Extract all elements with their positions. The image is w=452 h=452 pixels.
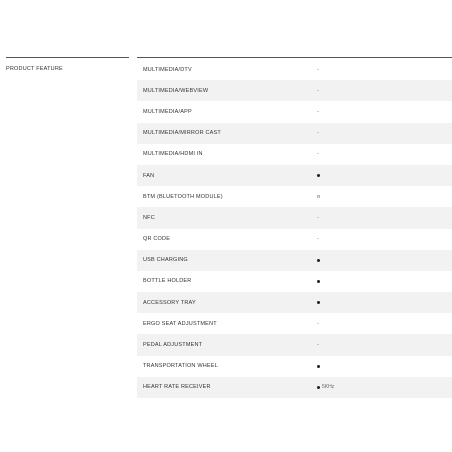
- table-row: [137, 334, 452, 355]
- table-row: [137, 165, 452, 186]
- table-row: [137, 80, 452, 101]
- feature-value: -: [317, 214, 319, 221]
- feature-label: ACCESSORY TRAY: [143, 299, 196, 306]
- header-divider-left: [6, 57, 129, 58]
- table-row: [137, 101, 452, 122]
- feature-value: [317, 384, 334, 390]
- feature-value: [317, 365, 320, 368]
- feature-label: MULTIMEDIA/MIRROR CAST: [143, 130, 221, 137]
- table-row: [137, 207, 452, 228]
- feature-table: [137, 59, 452, 398]
- header-divider-right: [137, 57, 452, 58]
- feature-value: -: [317, 236, 319, 243]
- feature-label: MULTIMEDIA/DTV: [143, 66, 192, 73]
- feature-label: ERGO SEAT ADJUSTMENT: [143, 320, 217, 327]
- feature-label: USB CHARGING: [143, 257, 188, 264]
- feature-value: -: [317, 320, 319, 327]
- feature-value: [317, 174, 320, 177]
- section-label: PRODUCT FEATURE: [6, 66, 63, 72]
- feature-value: [317, 259, 320, 262]
- bullet-icon: [317, 280, 320, 283]
- feature-label: HEART RATE RECEIVER: [143, 384, 211, 391]
- feature-label: FAN: [143, 172, 155, 179]
- feature-value: [317, 280, 320, 283]
- feature-label: TRANSPORTATION WHEEL: [143, 363, 218, 370]
- bullet-icon: [317, 301, 320, 304]
- feature-label: MULTIMEDIA/HDMI IN: [143, 151, 203, 158]
- feature-value: -: [317, 151, 319, 158]
- bullet-icon: [317, 386, 320, 389]
- feature-label: NFC: [143, 214, 155, 221]
- feature-value: [317, 301, 320, 304]
- table-row: [137, 144, 452, 165]
- table-row: [137, 356, 452, 377]
- table-row: [137, 250, 452, 271]
- feature-label: MULTIMEDIA/APP: [143, 108, 192, 115]
- feature-value: -: [317, 130, 319, 137]
- feature-value: -: [317, 87, 319, 94]
- table-row: [137, 123, 452, 144]
- feature-value: -: [317, 342, 319, 349]
- feature-value: -: [317, 108, 319, 115]
- table-row: [137, 271, 452, 292]
- bullet-icon: [317, 259, 320, 262]
- feature-label: QR CODE: [143, 236, 171, 243]
- table-row: [137, 186, 452, 207]
- table-row: [137, 229, 452, 250]
- feature-label: PEDAL ADJUSTMENT: [143, 342, 203, 349]
- table-row: [137, 292, 452, 313]
- table-row: [137, 313, 452, 334]
- feature-value: o: [317, 193, 321, 200]
- bullet-icon: [317, 365, 320, 368]
- feature-label: BTM (BLUETOOTH MODULE): [143, 193, 223, 200]
- feature-value-text: 5KHz: [322, 384, 335, 391]
- table-row: [137, 59, 452, 80]
- feature-label: MULTIMEDIA/WEBVIEW: [143, 87, 209, 94]
- bullet-icon: [317, 174, 320, 177]
- table-row: [137, 377, 452, 398]
- feature-value: -: [317, 66, 319, 73]
- feature-label: BOTTLE HOLDER: [143, 278, 192, 285]
